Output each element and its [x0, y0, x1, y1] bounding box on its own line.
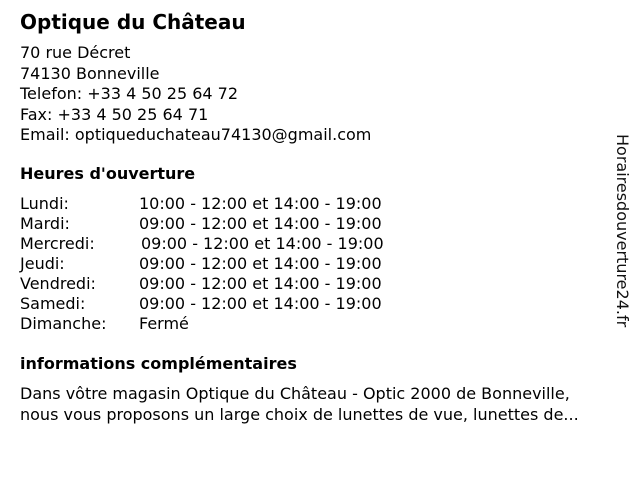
- hours-day: Mercredi:: [20, 234, 95, 253]
- description-line: nous vous proposons un large choix de lunettes de vue, lunettes de...: [20, 404, 579, 424]
- hours-time: 09:00 - 12:00 et 14:00 - 19:00: [139, 294, 382, 313]
- hours-day: Jeudi:: [20, 254, 65, 273]
- postal-city: 74130 Bonneville: [20, 63, 160, 83]
- email-line: Email: optiqueduchateau74130@gmail.com: [20, 125, 372, 144]
- hours-day: Vendredi:: [20, 274, 96, 293]
- hours-time: 09:00 - 12:00 et 14:00 - 19:00: [141, 234, 384, 253]
- hours-day: Lundi:: [20, 194, 69, 213]
- phone-line: Telefon: +33 4 50 25 64 72: [20, 84, 239, 103]
- hours-time: Fermé: [139, 314, 189, 333]
- vertical-brand-watermark: [612, 134, 632, 346]
- info-heading: informations complémentaires: [20, 354, 297, 373]
- description: [20, 384, 632, 425]
- address-block: [20, 43, 371, 146]
- brand-text: Horairesdouverture24.fr: [613, 134, 632, 328]
- fax-line: Fax: +33 4 50 25 64 71: [20, 104, 209, 124]
- hours-time: 09:00 - 12:00 et 14:00 - 19:00: [139, 214, 382, 233]
- hours-day: Samedi:: [20, 294, 86, 313]
- hours-time: 09:00 - 12:00 et 14:00 - 19:00: [139, 254, 382, 273]
- hours-time: 10:00 - 12:00 et 14:00 - 19:00: [139, 194, 382, 213]
- street-address: 70 rue Décret: [20, 43, 131, 62]
- hours-heading: Heures d'ouverture: [20, 164, 196, 183]
- hours-day: Dimanche:: [20, 314, 107, 333]
- description-line: Dans vôtre magasin Optique du Château - Optic 2000 de Bonneville,: [20, 384, 570, 403]
- hours-time: 09:00 - 12:00 et 14:00 - 19:00: [139, 274, 382, 293]
- hours-day: Mardi:: [20, 214, 70, 233]
- page-title: Optique du Château: [20, 10, 246, 34]
